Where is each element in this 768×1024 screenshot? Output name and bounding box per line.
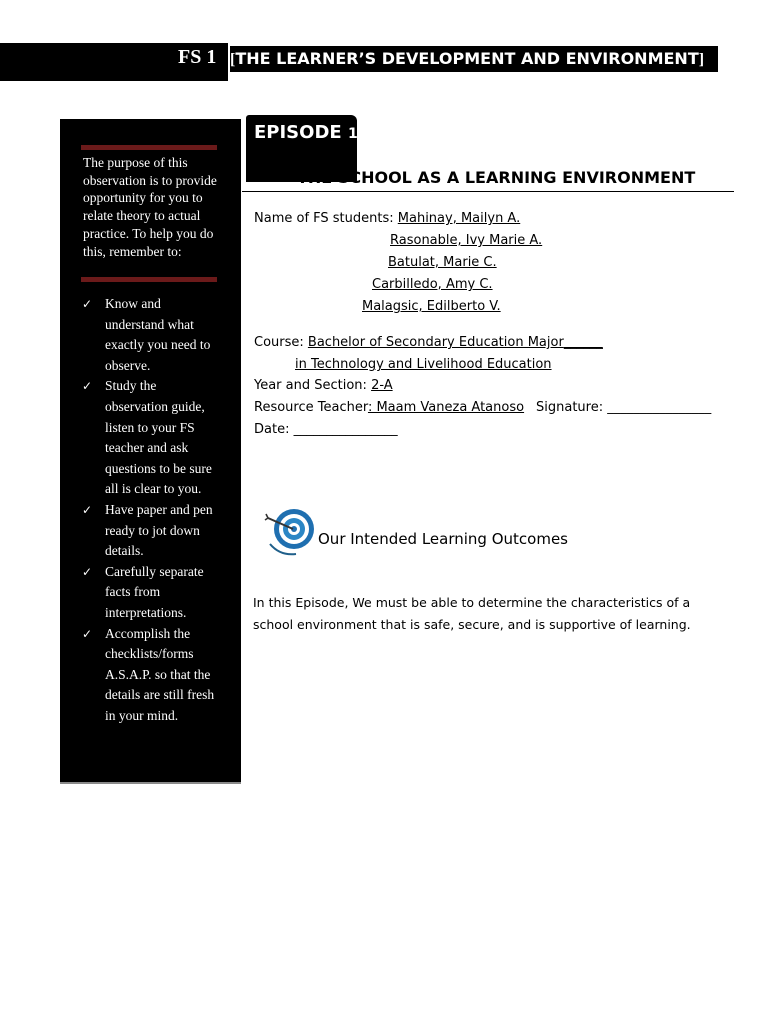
year-label: Year and Section: bbox=[254, 378, 372, 393]
episode-label: EPISODE bbox=[254, 122, 342, 143]
teacher-label: Resource Teacher bbox=[254, 400, 368, 415]
course-blank: ______ bbox=[563, 335, 603, 350]
course-row bbox=[254, 335, 603, 350]
list-item-text: Know and understand what exactly you need to observe. bbox=[105, 296, 211, 373]
list-item-text: Carefully separate facts from interpretations. bbox=[105, 563, 204, 620]
list-item-text: Have paper and pen ready to jot down details. bbox=[105, 501, 213, 559]
list-item bbox=[82, 562, 222, 624]
checkmark-icon: ✓ bbox=[82, 502, 93, 517]
teacher-value: : Maam Vaneza Atanoso bbox=[367, 400, 525, 415]
maroon-divider-bottom bbox=[81, 277, 217, 282]
year-row bbox=[254, 378, 393, 393]
target-arrow-icon bbox=[264, 504, 314, 558]
students-label: Name of FS students: bbox=[254, 211, 398, 226]
students-row bbox=[254, 211, 520, 226]
title-rule bbox=[242, 191, 734, 192]
episode-title-wrap bbox=[297, 166, 737, 190]
course-title: THE LEARNER’S DEVELOPMENT AND ENVIRONMENT bbox=[235, 49, 699, 68]
episode-number: 1 bbox=[347, 126, 358, 142]
list-item-text: Study the observation guide, listen to your FS teacher and ask questions to be sure all is clear to you. bbox=[105, 378, 212, 497]
student-name: Rasonable, Ivy Marie A. bbox=[390, 233, 543, 248]
student-name: Mahinay, Mailyn A. bbox=[397, 211, 521, 226]
episode-heading bbox=[254, 122, 358, 143]
signature-label: Signature: bbox=[536, 400, 608, 415]
student-name: Batulat, Marie C. bbox=[388, 255, 497, 270]
date-label: Date: bbox=[254, 422, 294, 437]
list-item bbox=[82, 500, 222, 562]
course-value-line2: in Technology and Livelihood Education bbox=[295, 357, 552, 372]
date-field: ________________ bbox=[293, 422, 398, 437]
header-rule bbox=[0, 79, 228, 81]
reminder-list bbox=[82, 294, 222, 726]
student-name: Carbilledo, Amy C. bbox=[372, 277, 493, 292]
student-name: Malagsic, Edilberto V. bbox=[362, 299, 501, 314]
outcomes-heading: Our Intended Learning Outcomes bbox=[318, 530, 568, 548]
list-item bbox=[82, 294, 222, 376]
teacher-row bbox=[254, 400, 524, 415]
checkmark-icon: ✓ bbox=[82, 379, 93, 394]
checkmark-icon: ✓ bbox=[82, 564, 93, 579]
maroon-divider-top bbox=[81, 145, 217, 150]
sidebar-panel bbox=[60, 119, 241, 784]
sidebar-purpose: The purpose of this observation is to provide opportunity for you to relate theory to actual practice. To help you do this, remember to: bbox=[83, 155, 217, 259]
course-value: Bachelor of Secondary Education Major bbox=[307, 335, 564, 350]
signature-field: ________________ bbox=[607, 400, 712, 415]
course-label: Course: bbox=[254, 335, 308, 350]
list-item-text: Accomplish the checklists/forms A.S.A.P. so that the details are still fresh in your mind. bbox=[105, 625, 215, 723]
checkmark-icon: ✓ bbox=[82, 626, 93, 641]
checkmark-icon: ✓ bbox=[82, 297, 93, 311]
list-item bbox=[82, 376, 222, 500]
bracket-close: ] bbox=[698, 51, 705, 68]
course-title-banner bbox=[230, 46, 718, 72]
episode-title: THE SCHOOL AS A LEARNING ENVIRONMENT bbox=[297, 168, 696, 187]
bracket-open: [ bbox=[230, 51, 236, 68]
year-value: 2-A bbox=[371, 378, 393, 393]
date-row bbox=[254, 422, 398, 437]
signature-row bbox=[536, 400, 711, 415]
course-code: FS 1 bbox=[178, 46, 217, 68]
list-item bbox=[82, 624, 222, 727]
outcomes-paragraph: In this Episode, We must be able to determine the characteristics of a school environment that is safe, secure, and is supportive of learning. bbox=[253, 595, 691, 632]
